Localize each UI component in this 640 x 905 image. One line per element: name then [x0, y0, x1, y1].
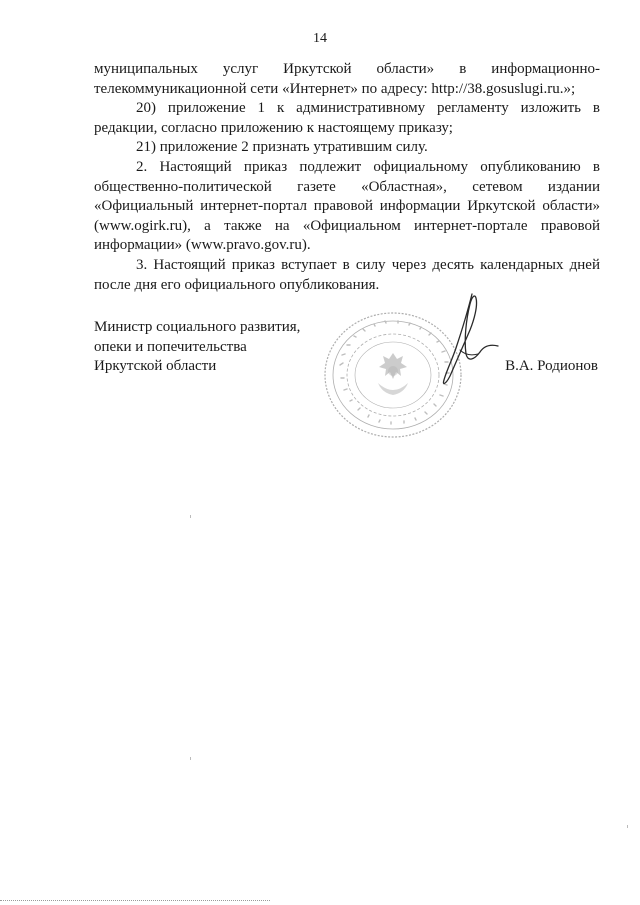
- paragraph-continuation: муниципальных услуг Иркутской области» в информационно-телекоммуникационной сети «Интернет» по адресу: http://38.gosuslugi.ru.»;: [94, 61, 600, 97]
- document-body: [94, 60, 600, 295]
- signatory-title-line: опеки и попечительства: [94, 338, 247, 355]
- signatory-name: В.А. Родионов: [505, 358, 598, 374]
- scan-speck: [190, 757, 191, 760]
- handwritten-signature-icon: [420, 290, 500, 400]
- paragraph-item-20: 20) приложение 1 к административному регламенту изложить в редакции, согласно приложению к настоящему приказу;: [94, 100, 600, 136]
- signatory-title-line: Министр социального развития,: [94, 319, 301, 335]
- paragraph-clause-3: 3. Настоящий приказ вступает в силу через десять календарных дней после дня его официального опубликования.: [94, 256, 600, 293]
- signatory-title-line: Иркутской области: [94, 358, 217, 375]
- scan-footer-rule: [0, 900, 270, 901]
- paragraph-item-21: 21) приложение 2 признать утратившим силу.: [136, 139, 428, 156]
- paragraph-clause-2: 2. Настоящий приказ подлежит официальному опубликованию в общественно-политической газете «Областная», сетевом издании «Официальный интернет-портал правовой информации Иркутской области» (www.ogirk.ru), а также на «Официальном интернет-портале правовой информации» (www.pravo.gov.ru).: [94, 158, 600, 254]
- scan-speck: [190, 515, 191, 518]
- scan-speck: [627, 825, 628, 828]
- page-number: 14: [313, 31, 327, 46]
